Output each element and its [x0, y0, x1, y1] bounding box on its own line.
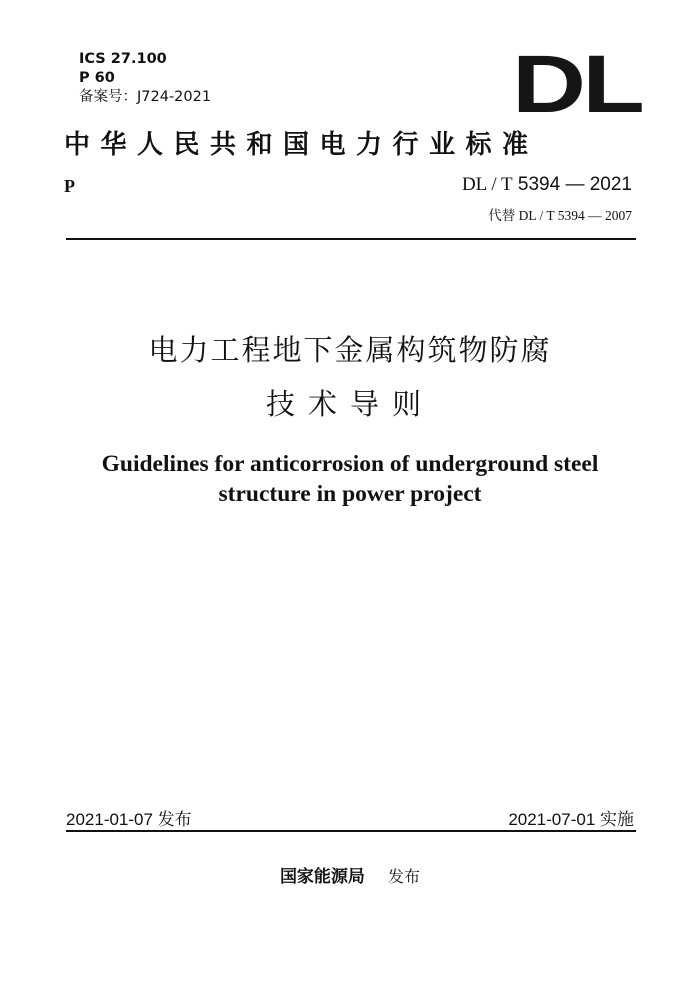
publisher-action: 发布 [388, 867, 421, 886]
filing-number: 备案号：J724-2021 [79, 89, 212, 105]
implementation-date: 2021-07-01 实施 [508, 810, 634, 829]
category-letter: P [64, 176, 75, 196]
replaces-standard: 代替 DL / T 5394 — 2007 [488, 208, 632, 223]
dl-logo: DL [512, 39, 642, 130]
title-english [0, 449, 700, 509]
header-divider [66, 238, 636, 240]
title-chinese-line1: 电力工程地下金属构筑物防腐 [148, 333, 552, 367]
classification-block [79, 50, 211, 107]
class-code: P 60 [79, 70, 115, 86]
standard-number [462, 174, 632, 196]
industry-standard-heading: 中华人民共和国电力行业标准 [64, 130, 539, 160]
issue-date: 2021-01-07 发布 [66, 810, 192, 829]
publisher-org: 国家能源局 [279, 867, 365, 887]
title-chinese-line2: 技术导则 [265, 387, 434, 421]
footer-divider [66, 830, 636, 832]
title-english-line2: structure in power project [218, 481, 482, 507]
standard-prefix: DL / T [461, 174, 513, 195]
publisher-line [0, 862, 700, 887]
standard-code: 5394 — 2021 [517, 174, 632, 195]
ics-code: ICS 27.100 [79, 51, 167, 67]
title-english-line1: Guidelines for anticorrosion of underground steel [101, 451, 599, 477]
